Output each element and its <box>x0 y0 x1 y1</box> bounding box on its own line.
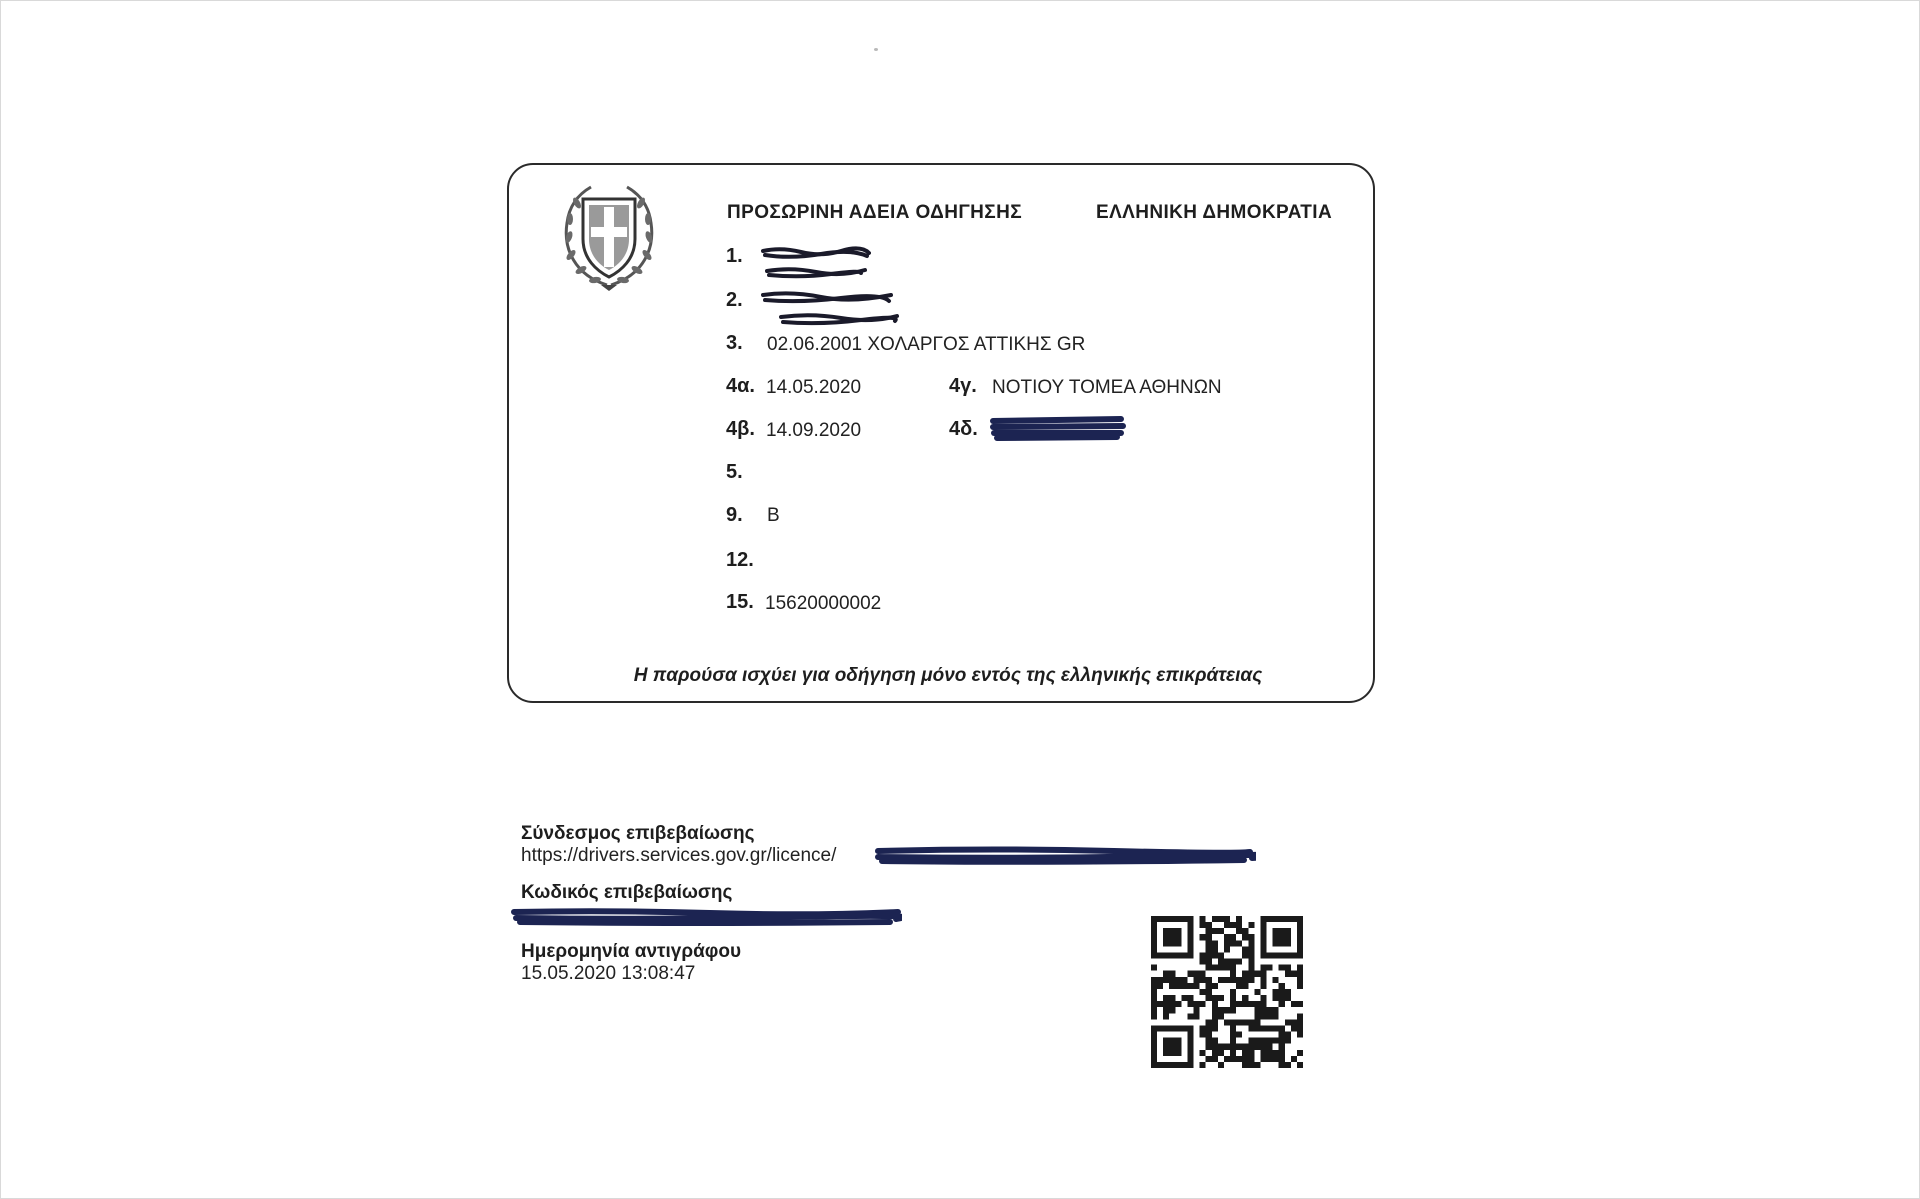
field-3-birth-date-place: 02.06.2001 ΧΟΛΑΡΓΟΣ ΑΤΤΙΚΗΣ GR <box>767 334 1086 355</box>
field-4d-number: 4δ. <box>949 418 978 440</box>
field-1-number: 1. <box>726 245 743 267</box>
field-15-licence-number: 15620000002 <box>765 593 882 614</box>
field-3-number: 3. <box>726 332 743 354</box>
redaction-field-4d <box>989 413 1129 443</box>
licence-card <box>507 163 1375 703</box>
field-5-number: 5. <box>726 461 743 483</box>
field-15-number: 15. <box>726 591 754 613</box>
card-title: ΠΡΟΣΩΡΙΝΗ ΑΔΕΙΑ ΟΔΗΓΗΣΗΣ <box>727 202 1023 223</box>
field-4c-number: 4γ. <box>949 375 977 397</box>
field-2-number: 2. <box>726 289 743 311</box>
verification-code-label: Κωδικός επιβεβαίωσης <box>521 882 733 903</box>
scan-speck <box>874 48 878 51</box>
field-9-number: 9. <box>726 504 743 526</box>
field-4b-number: 4β. <box>726 418 755 440</box>
copy-date-label: Ημερομηνία αντιγράφου <box>521 941 742 962</box>
verification-link-label: Σύνδεσμος επιβεβαίωσης <box>521 823 755 844</box>
redaction-field-2 <box>761 287 901 331</box>
redaction-verification-code <box>510 904 902 928</box>
field-9-category: B <box>767 505 780 526</box>
field-4a-issue-date: 14.05.2020 <box>766 377 862 398</box>
redaction-field-1 <box>761 243 871 281</box>
field-4b-expiry-date: 14.09.2020 <box>766 420 862 441</box>
field-12-number: 12. <box>726 549 754 571</box>
field-4c-issuing-authority: ΝΟΤΙΟΥ ΤΟΜΕΑ ΑΘΗΝΩΝ <box>992 377 1222 398</box>
issuing-state: ΕΛΛΗΝΙΚΗ ΔΗΜΟΚΡΑΤΙΑ <box>1096 202 1333 223</box>
verification-link[interactable]: https://drivers.services.gov.gr/licence/ <box>521 845 837 866</box>
field-4a-number: 4α. <box>726 375 755 397</box>
redaction-verification-link <box>874 843 1256 867</box>
validity-note: Η παρούσα ισχύει για οδήγηση μόνο εντός της ελληνικής επικράτειας <box>633 665 1263 686</box>
coat-of-arms-icon <box>561 177 657 295</box>
copy-date: 15.05.2020 13:08:47 <box>521 963 696 984</box>
qr-code-icon <box>1151 916 1303 1068</box>
